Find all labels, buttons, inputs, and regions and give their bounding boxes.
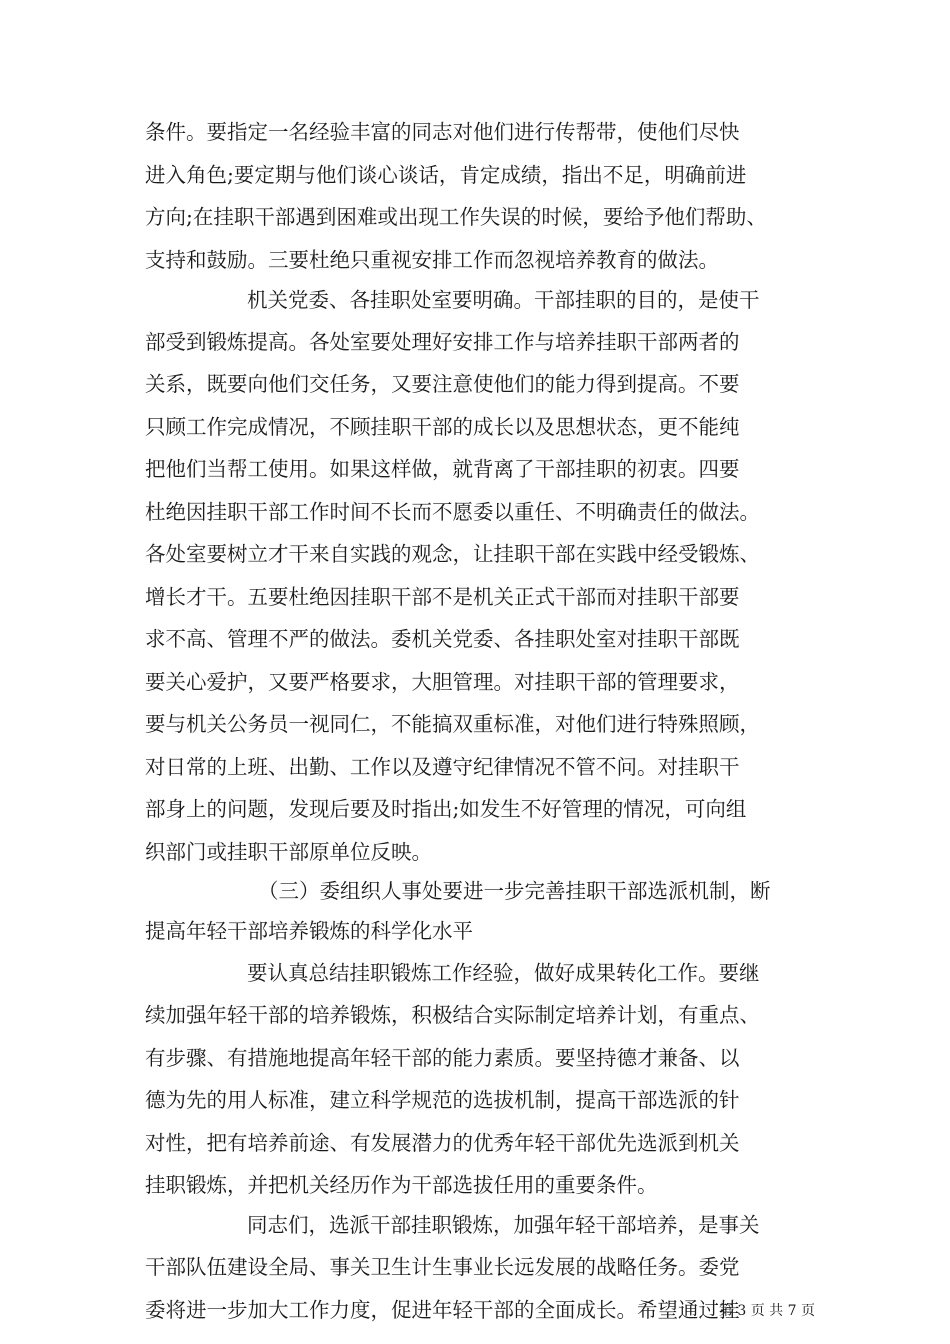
text-line: 把他们当帮工使用。如果这样做，就背离了干部挂职的初衷。四要	[145, 457, 740, 481]
text-line: 有步骤、有措施地提高年轻干部的能力素质。要坚持德才兼备、以	[145, 1046, 740, 1070]
text-line: 关系，既要向他们交任务，又要注意使他们的能力得到提高。不要	[145, 372, 740, 396]
text-line: 对性，把有培养前途、有发展潜力的优秀年轻干部优先选派到机关	[145, 1131, 740, 1155]
paragraph-first-line: 同志们，选派干部挂职锻炼，加强年轻干部培养，是事关	[247, 1213, 760, 1237]
text-line: 对日常的上班、出勤、工作以及遵守纪律情况不管不问。对挂职干	[145, 755, 740, 779]
text-line: 续加强年轻干部的培养锻炼，积极结合实际制定培养计划，有重点、	[145, 1003, 760, 1027]
text-line: 挂职锻炼，并把机关经历作为干部选拔任用的重要条件。	[145, 1173, 658, 1197]
text-line: 要关心爱护，又要严格要求，大胆管理。对挂职干部的管理要求，	[145, 670, 740, 694]
section-heading-continuation: 提高年轻干部培养锻炼的科学化水平	[145, 919, 473, 943]
text-line: 要与机关公务员一视同仁，不能搞双重标准，对他们进行特殊照顾，	[145, 712, 760, 736]
text-line: 进入角色;要定期与他们谈心谈话，肯定成绩，指出不足，明确前进	[145, 163, 747, 187]
page-number: 第 3 页 共 7 页	[718, 1303, 815, 1319]
text-line: 只顾工作完成情况，不顾挂职干部的成长以及思想状态，更不能纯	[145, 415, 740, 439]
paragraph-first-line: 机关党委、各挂职处室要明确。干部挂职的目的，是使干	[247, 288, 760, 312]
text-line: 方向;在挂职干部遇到困难或出现工作失误的时候，要给予他们帮助、	[145, 205, 767, 229]
text-line: 德为先的用人标准，建立科学规范的选拔机制，提高干部选派的针	[145, 1088, 740, 1112]
text-line: 各处室要树立才干来自实践的观念，让挂职干部在实践中经受锻炼、	[145, 542, 760, 566]
text-line: 部受到锻炼提高。各处室要处理好安排工作与培养挂职干部两者的	[145, 330, 740, 354]
text-line: 部身上的问题，发现后要及时指出;如发生不好管理的情况，可向组	[145, 797, 747, 821]
text-line: 条件。要指定一名经验丰富的同志对他们进行传帮带，使他们尽快	[145, 120, 740, 144]
text-line: 委将进一步加大工作力度，促进年轻干部的全面成长。希望通过挂	[145, 1298, 740, 1322]
paragraph-first-line: 要认真总结挂职锻炼工作经验，做好成果转化工作。要继	[247, 961, 760, 985]
text-line: 织部门或挂职干部原单位反映。	[145, 840, 432, 864]
text-line: 杜绝因挂职干部工作时间不长而不愿委以重任、不明确责任的做法。	[145, 500, 760, 524]
section-heading: （三）委组织人事处要进一步完善挂职干部选派机制，断	[258, 879, 771, 903]
text-line: 支持和鼓励。三要杜绝只重视安排工作而忽视培养教育的做法。	[145, 248, 719, 272]
text-line: 干部队伍建设全局、事关卫生计生事业长远发展的战略任务。委党	[145, 1255, 740, 1279]
text-line: 求不高、管理不严的做法。委机关党委、各挂职处室对挂职干部既	[145, 627, 740, 651]
text-line: 增长才干。五要杜绝因挂职干部不是机关正式干部而对挂职干部要	[145, 585, 740, 609]
